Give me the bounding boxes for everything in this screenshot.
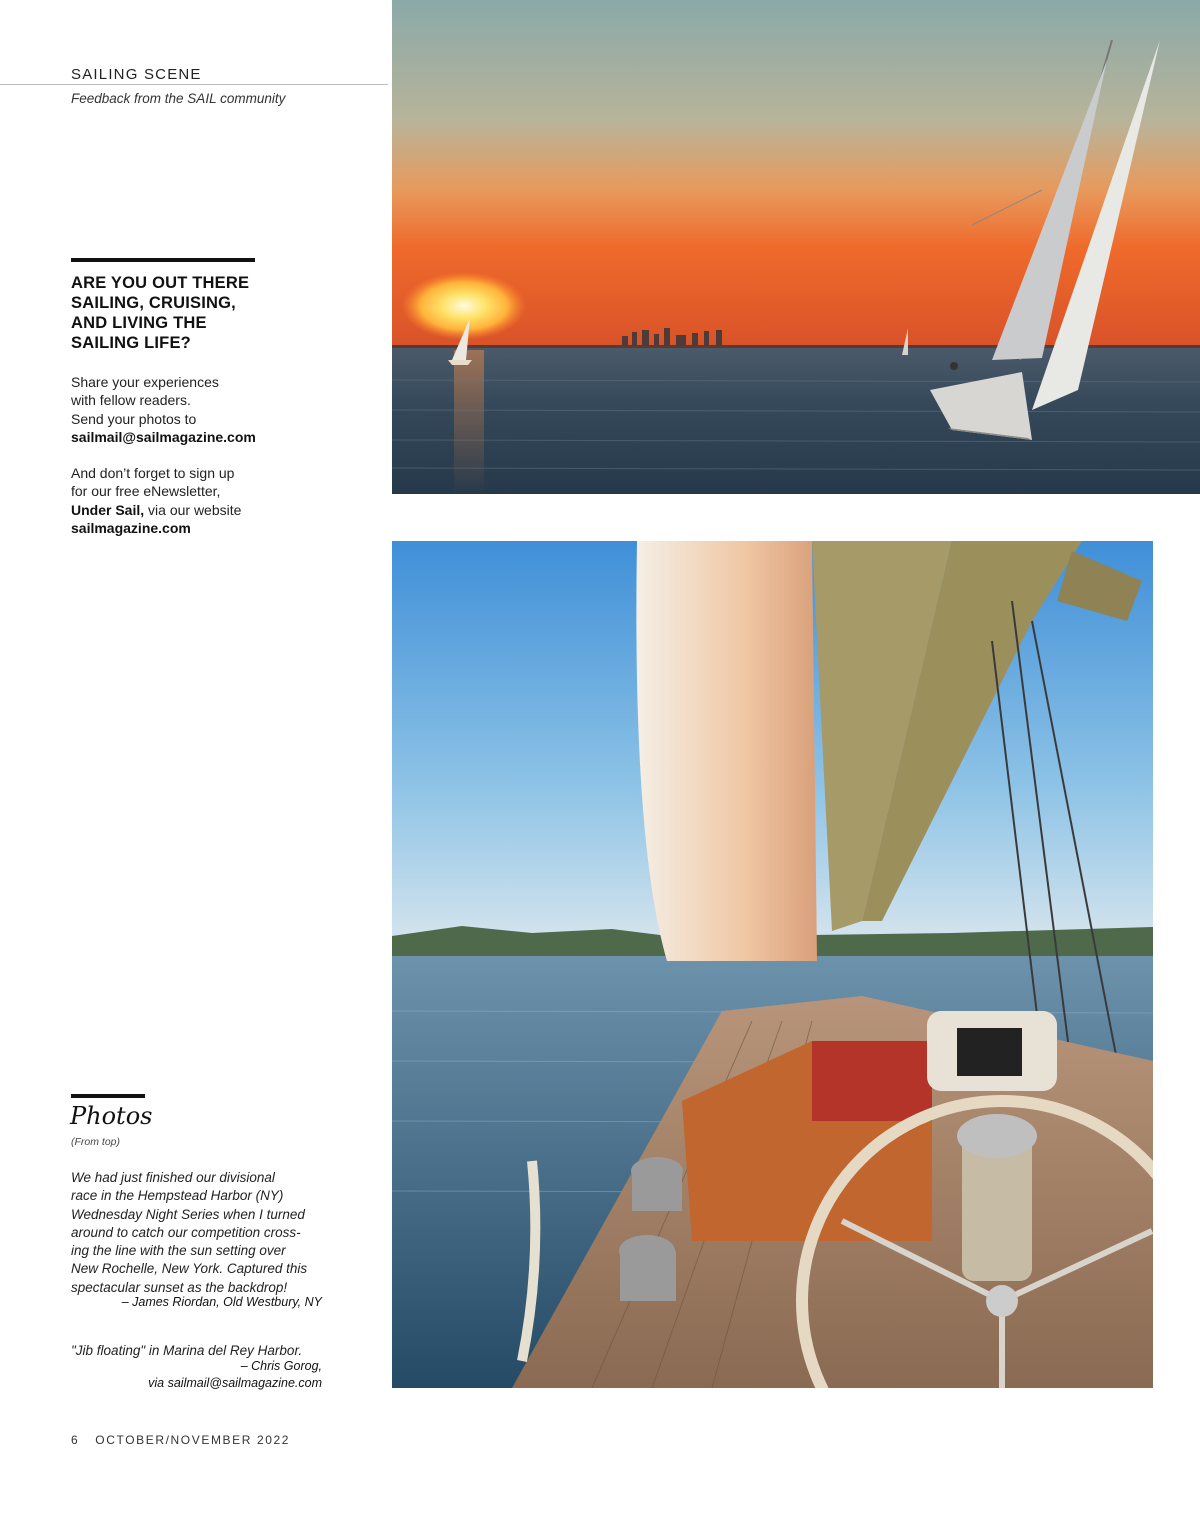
signup-line: And don’t forget to sign up bbox=[71, 465, 235, 482]
caption-line: race in the Hempstead Harbor (NY) bbox=[71, 1188, 284, 1204]
signup-line: for our free eNewsletter, bbox=[71, 483, 221, 500]
signup-paragraph bbox=[71, 464, 301, 537]
photos-order-note: (From top) bbox=[71, 1136, 121, 1148]
newsletter-name: Under Sail, bbox=[71, 501, 145, 518]
caption-line: Wednesday Night Series when I turned bbox=[71, 1206, 305, 1222]
share-paragraph bbox=[71, 373, 301, 446]
header-rule bbox=[0, 84, 388, 85]
folio bbox=[71, 1433, 290, 1447]
callout-heading-line: SAILING, CRUISING, bbox=[71, 294, 236, 312]
callout-heading-line: AND LIVING THE bbox=[71, 314, 207, 332]
issue-date: OCTOBER/NOVEMBER 2022 bbox=[95, 1433, 291, 1447]
sunset-sailboat-photo bbox=[392, 0, 1200, 494]
sailboat-deck-photo bbox=[392, 541, 1153, 1388]
share-line: with fellow readers. bbox=[71, 392, 191, 409]
callout-body bbox=[71, 373, 301, 555]
caption-line: around to catch our competition cross- bbox=[71, 1224, 301, 1240]
sailboat-deck-photo-art bbox=[392, 541, 1153, 1388]
callout-heading-line: ARE YOU OUT THERE bbox=[71, 274, 250, 292]
share-line: Send your photos to bbox=[71, 410, 197, 427]
photo-credit-bottom bbox=[148, 1358, 322, 1392]
page-number: 6 bbox=[71, 1433, 80, 1447]
callout-heading bbox=[71, 273, 301, 353]
credit-line: via sailmail@sailmagazine.com bbox=[148, 1376, 322, 1390]
photos-rule bbox=[71, 1094, 145, 1098]
section-subtitle: Feedback from the SAIL community bbox=[71, 91, 286, 106]
share-line: Share your experiences bbox=[71, 374, 219, 390]
photo-caption-top bbox=[71, 1169, 323, 1297]
via-text: via our website bbox=[144, 501, 242, 518]
photo-credit-top: – James Riordan, Old Westbury, NY bbox=[121, 1295, 322, 1309]
caption-line: ing the line with the sun setting over bbox=[71, 1243, 286, 1259]
email-link[interactable]: sailmail@sailmagazine.com bbox=[71, 428, 256, 445]
photo-caption-bottom: "Jib floating" in Marina del Rey Harbor. bbox=[71, 1343, 303, 1358]
caption-line: spectacular sunset as the backdrop! bbox=[71, 1279, 288, 1295]
sunset-sailboat-photo-art bbox=[392, 0, 1200, 494]
caption-line: We had just finished our divisional bbox=[71, 1170, 275, 1185]
photos-title: Photos bbox=[70, 1102, 153, 1130]
caption-line: New Rochelle, New York. Captured this bbox=[71, 1261, 308, 1277]
credit-line: – Chris Gorog, bbox=[240, 1359, 322, 1373]
callout-heading-line: SAILING LIFE? bbox=[71, 334, 191, 352]
section-title: SAILING SCENE bbox=[71, 66, 202, 83]
callout-rule bbox=[71, 258, 255, 262]
website-link[interactable]: sailmagazine.com bbox=[71, 520, 191, 537]
